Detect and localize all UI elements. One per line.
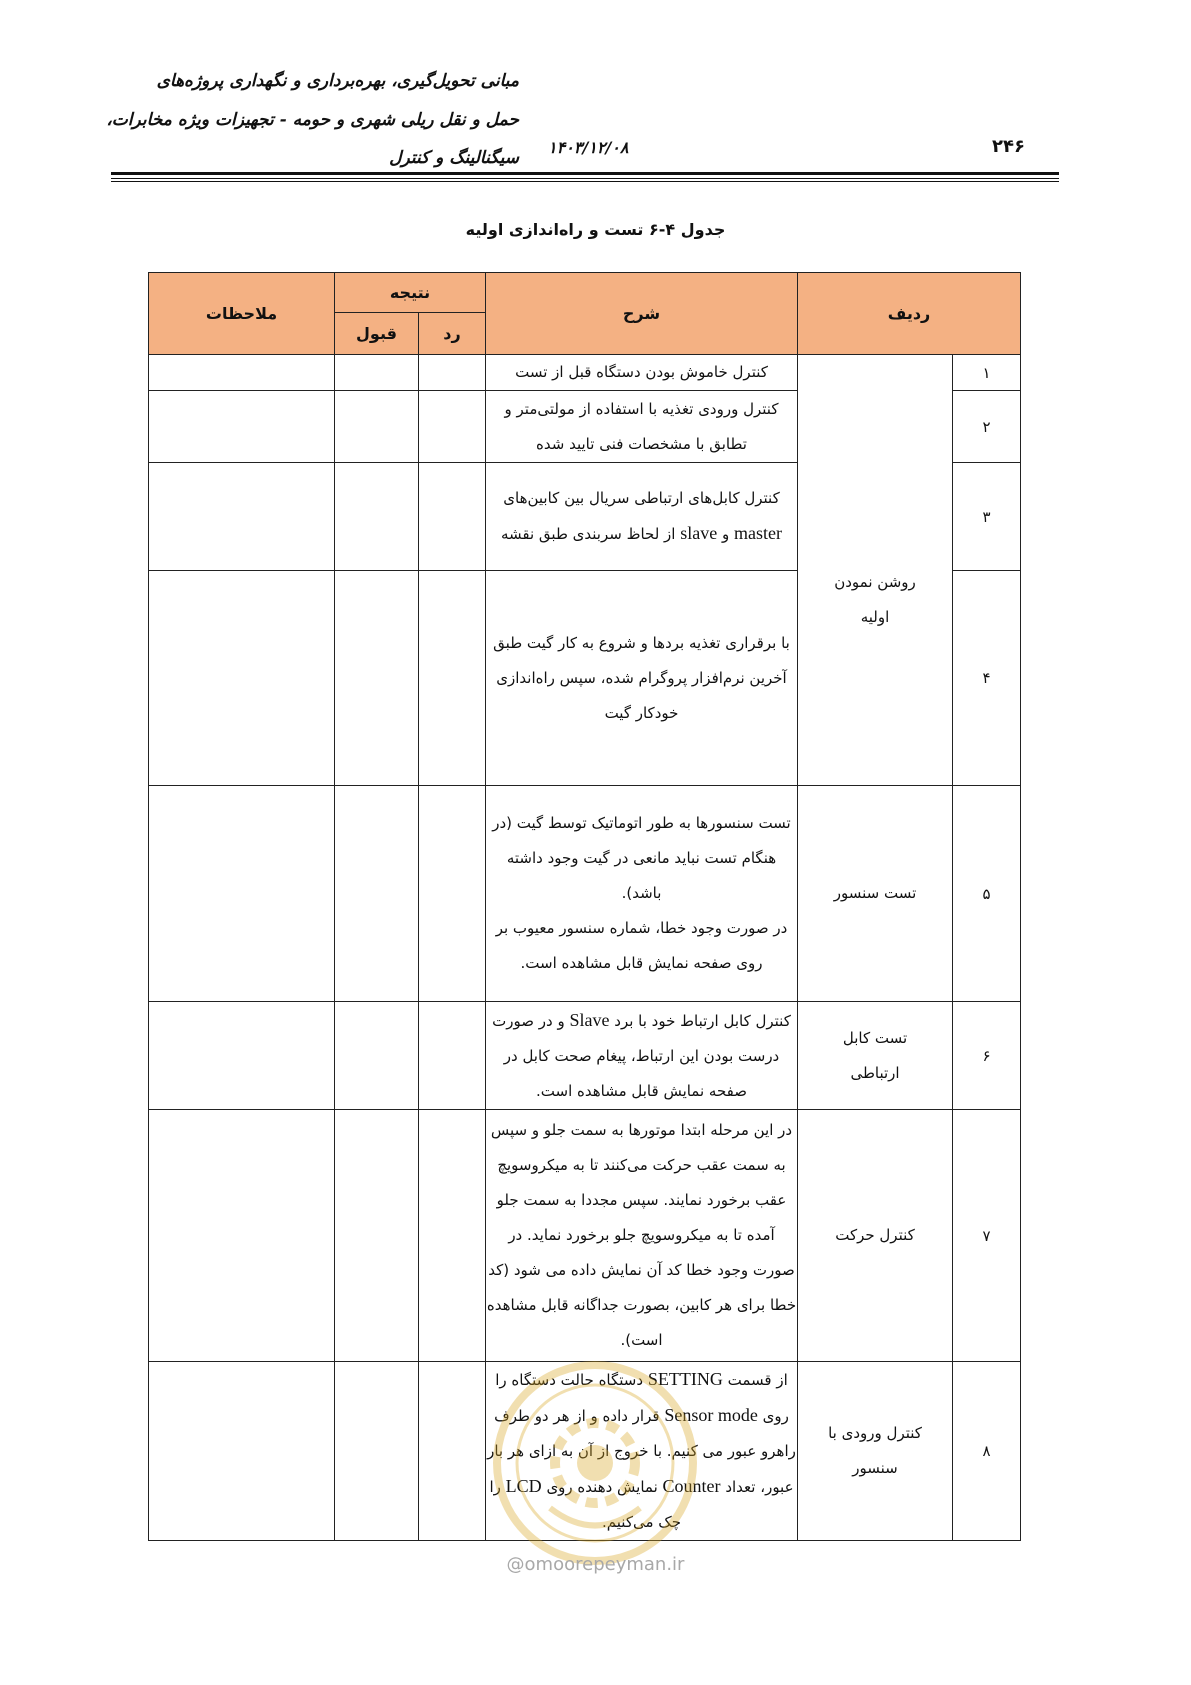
table-row (149, 786, 1021, 1002)
notes-cell (149, 463, 335, 571)
category-label: تست کابل ارتباطی (842, 1028, 908, 1082)
reject-cell (419, 355, 486, 391)
reject-cell (419, 786, 486, 1002)
row-description (486, 786, 798, 1002)
desc-part: در صورت وجود خطا، شماره سنسور معیوب بر روی صفحه نمایش قابل مشاهده است. (495, 919, 788, 972)
desc-part: نمایش دهنده روی (546, 1478, 658, 1496)
accept-cell (335, 355, 419, 391)
notes-cell (149, 391, 335, 463)
header-rule-thin-2 (111, 181, 1059, 182)
row-number: ۲ (953, 391, 1021, 463)
header-rule-thick (111, 172, 1059, 175)
header-row-num: ردیف (798, 273, 1021, 355)
header-title-line2: حمل و نقل ریلی شهری و حومه - تجهیزات ویژه مخابرات، (106, 110, 519, 130)
desc-part: قرار داده و از هر دو طرف راهرو عبور می کنیم. با خروج از آن به ازای هر بار عبور، تعداد (487, 1407, 796, 1496)
category-sensor: تست سنسور (798, 786, 953, 1002)
notes-cell (149, 1362, 335, 1541)
row-number: ۸ (953, 1362, 1021, 1541)
table-row (149, 355, 1021, 391)
category-sensor-input (798, 1362, 953, 1541)
category-motion: کنترل حرکت (798, 1110, 953, 1362)
desc-part: دستگاه حالت دستگاه را روی (495, 1371, 789, 1425)
notes-cell (149, 786, 335, 1002)
accept-cell (335, 463, 419, 571)
category-cable (798, 1002, 953, 1110)
header-result: نتیجه (335, 273, 486, 313)
desc-part: تست سنسورها به طور اتوماتیک توسط گیت (در هنگام تست نباید مانعی در گیت وجود داشته باشد). (492, 814, 791, 902)
row-description: با برقراری تغذیه بردها و شروع به کار گیت طبق آخرین نرم‌افزار پروگرام شده، سپس راه‌اندازی خودکار گیت (486, 571, 798, 786)
row-number: ۳ (953, 463, 1021, 571)
desc-part: از لحاظ سربندی طبق نقشه (500, 525, 676, 543)
desc-part: و در صورت درست بودن این ارتباط، پیغام صحت کابل در صفحه نمایش قابل مشاهده است. (492, 1011, 780, 1100)
accept-cell (335, 1110, 419, 1362)
notes-cell (149, 571, 335, 786)
row-description (486, 463, 798, 571)
row-description: در این مرحله ابتدا موتورها به سمت جلو و سپس به سمت عقب حرکت می‌کنند تا به میکروسویچ عقب برخورد نمایند. سپس مجددا به سمت جلو آمده تا به میکروسویچ جلو برخورد نماید. در صورت وجود خطا کد آن نمایش داده می شود (کد خطا برای هر کابین، بصورت جداگانه قابل مشاهده است). (486, 1110, 798, 1362)
desc-part: کنترل کابل‌های ارتباطی سریال بین کابین‌های (503, 489, 780, 507)
row-description: کنترل ورودی تغذیه با استفاده از مولتی‌متر و تطابق با مشخصات فنی تایید شده (486, 391, 798, 463)
test-table (148, 272, 1021, 1541)
header-reject: رد (419, 313, 486, 355)
header-title-line1: مبانی تحویل‌گیری، بهره‌برداری و نگهداری پروژه‌های (156, 71, 519, 91)
row-number: ۶ (953, 1002, 1021, 1110)
category-label: کنترل ورودی با سنسور (828, 1424, 922, 1477)
watermark-text: @omoorepeyman.ir (506, 1554, 685, 1575)
accept-cell (335, 786, 419, 1002)
desc-part: کنترل کابل ارتباط خود با برد (614, 1011, 791, 1030)
notes-cell (149, 1110, 335, 1362)
row-number: ۵ (953, 786, 1021, 1002)
table-row (149, 1110, 1021, 1362)
header-notes: ملاحظات (149, 273, 335, 355)
accept-cell (335, 391, 419, 463)
reject-cell (419, 1002, 486, 1110)
reject-cell (419, 1362, 486, 1541)
header-date: ۱۴۰۳/۱۲/۰۸ (548, 138, 629, 157)
watermark-seal-icon (490, 1358, 700, 1568)
accept-cell (335, 1002, 419, 1110)
term-counter: Counter (662, 1476, 721, 1496)
table-caption: جدول ۴-۶ تست و راه‌اندازی اولیه (465, 220, 726, 239)
category-initial (798, 355, 953, 786)
reject-cell (419, 463, 486, 571)
accept-cell (335, 571, 419, 786)
header-rule-thin (111, 178, 1059, 179)
page-header (0, 0, 1191, 190)
term-slave: Slave (569, 1009, 610, 1030)
row-description (486, 1002, 798, 1110)
reject-cell (419, 1110, 486, 1362)
notes-cell (149, 355, 335, 391)
header-title-line3: سیگنالینگ و کنترل (389, 148, 519, 168)
accept-cell (335, 1362, 419, 1541)
reject-cell (419, 571, 486, 786)
category-label: روشن نمودن اولیه (834, 573, 916, 626)
reject-cell (419, 391, 486, 463)
term-slave: slave (680, 523, 718, 543)
term-setting: SETTING (647, 1369, 723, 1389)
row-number: ۱ (953, 355, 1021, 391)
term-sensor-mode: Sensor mode (664, 1405, 758, 1425)
row-number: ۴ (953, 571, 1021, 786)
row-number: ۷ (953, 1110, 1021, 1362)
desc-part: از قسمت (727, 1371, 788, 1389)
header-accept: قبول (335, 313, 419, 355)
term-master: master (734, 523, 783, 543)
term-lcd: LCD (505, 1476, 542, 1496)
page-number: ۲۴۶ (992, 136, 1025, 157)
notes-cell (149, 1002, 335, 1110)
table-row (149, 1002, 1021, 1110)
desc-part: و (722, 525, 730, 543)
header-description: شرح (486, 273, 798, 355)
desc-part: را چک می‌کنیم. (489, 1478, 681, 1531)
row-description: کنترل خاموش بودن دستگاه قبل از تست (486, 355, 798, 391)
